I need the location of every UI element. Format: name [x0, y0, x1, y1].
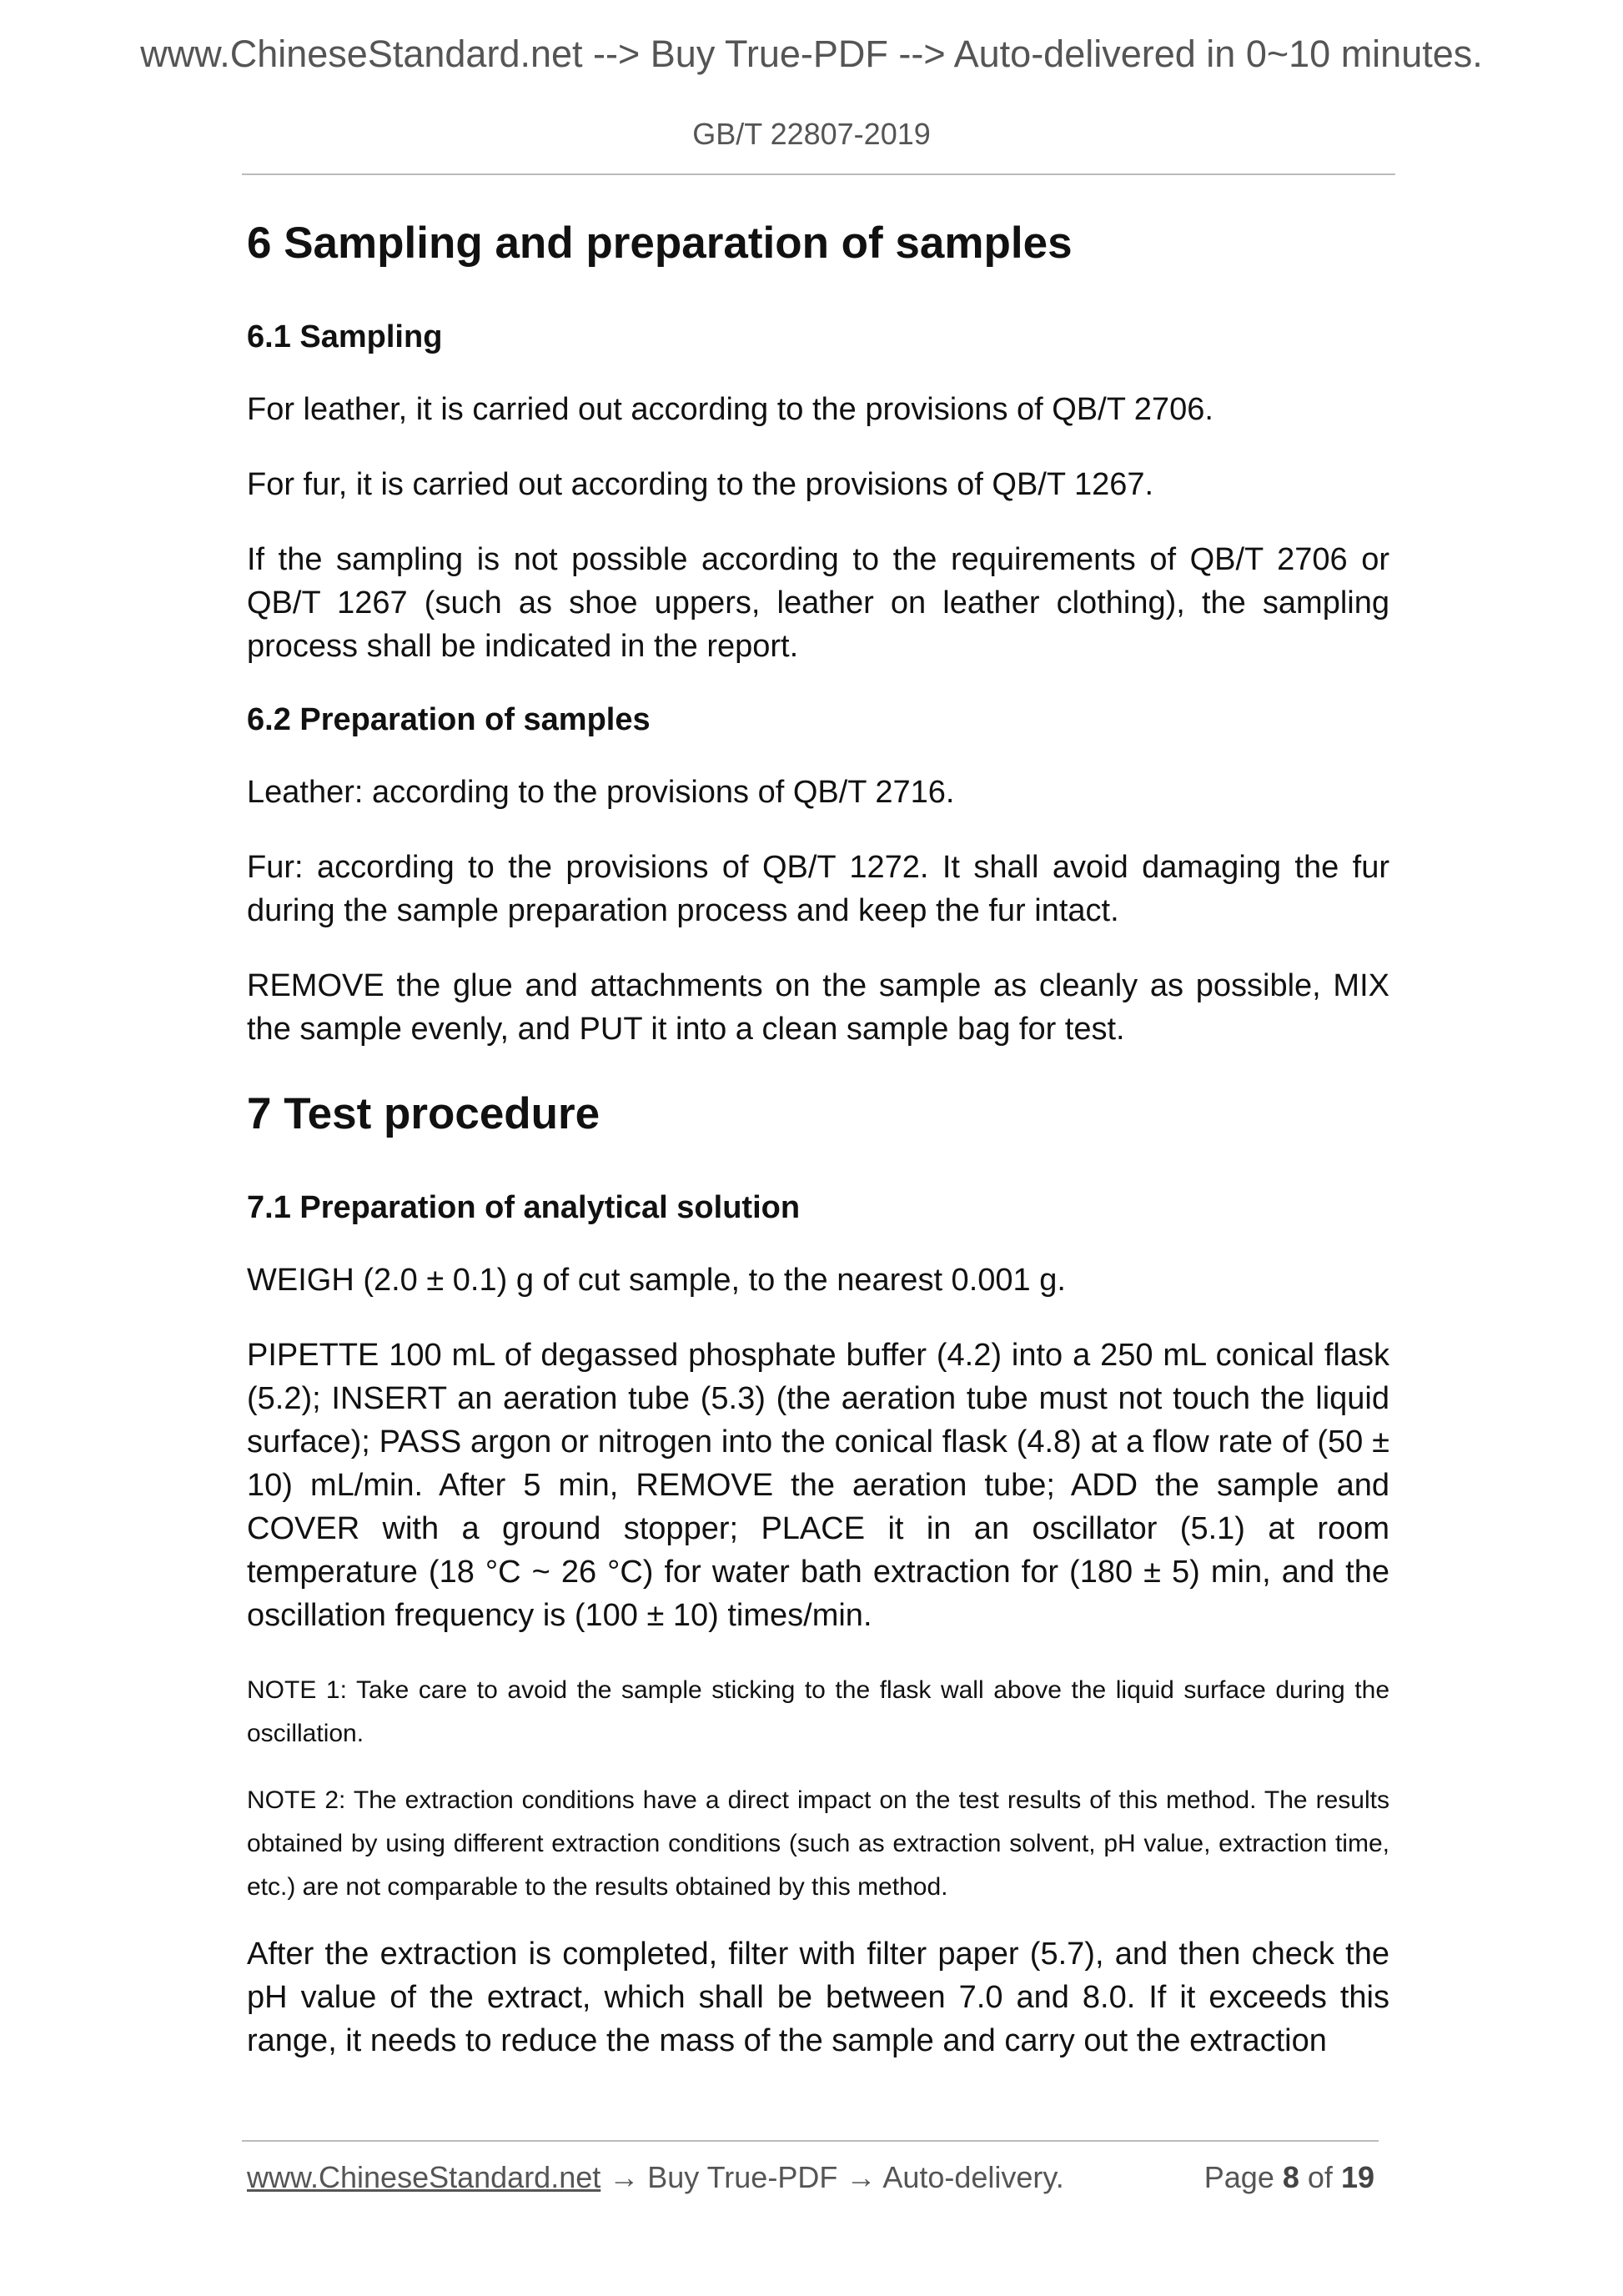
paragraph: If the sampling is not possible according to the requirements of QB/T 2706 or QB/T 1267 (such as shoe uppers, leather on leather clothing), the sampling process shall be indicated in the report.	[247, 541, 1389, 664]
footer	[247, 2160, 1381, 2195]
paragraph: For fur, it is carried out according to the provisions of QB/T 1267.	[247, 466, 1154, 502]
footer-divider	[242, 2140, 1379, 2142]
paragraph: After the extraction is completed, filter with filter paper (5.7), and then check the pH value of the extract, which shall be between 7.0 and 8.0. If it exceeds this range, it needs to reduce the mass of the sample and carry out the extraction	[247, 1937, 1389, 2059]
document-code: GB/T 22807-2019	[692, 117, 931, 151]
of-label: of	[1307, 2160, 1333, 2194]
paragraph: REMOVE the glue and attachments on the sample as cleanly as possible, MIX the sample evenly, and PUT it into a clean sample bag for test.	[247, 968, 1389, 1048]
top-banner: www.ChineseStandard.net --> Buy True-PDF --> Auto-delivered in 0~10 minutes.	[140, 33, 1483, 75]
page-number: 8	[1282, 2160, 1299, 2194]
paragraph: PIPETTE 100 mL of degassed phosphate buffer (4.2) into a 250 mL conical flask (5.2); INSERT an aeration tube (5.3) (the aeration tube must not touch the liquid surface); PASS argon or nitrogen into the conical flask (4.8) at a flow rate of (50 ± 10) mL/min. After 5 min, REMOVE the aeration tube; ADD the sample and COVER with a ground stopper; PLACE it in an oscillator (5.1) at room temperature (18 °C ~ 26 °C) for water bath extraction for (180 ± 5) min, and the oscillation frequency is (100 ± 10) times/min.	[247, 1338, 1389, 1634]
paragraph: Leather: according to the provisions of QB/T 2716.	[247, 775, 955, 811]
paragraph: Fur: according to the provisions of QB/T 1272. It shall avoid damaging the fur during the sample preparation process and keep the fur intact.	[247, 850, 1389, 929]
footer-delivery-text: → Buy True-PDF → Auto-delivery.	[600, 2160, 1064, 2194]
note-1: NOTE 1: Take care to avoid the sample sticking to the flask wall above the liquid surface during the oscillation.	[247, 1676, 1389, 1748]
header-divider	[242, 173, 1395, 175]
footer-link[interactable]: www.ChineseStandard.net	[247, 2160, 601, 2194]
page-content	[247, 217, 1389, 2094]
section-7-heading: 7 Test procedure	[247, 1089, 600, 1139]
section-7-1-heading: 7.1 Preparation of analytical solution	[247, 1189, 801, 1225]
paragraph: WEIGH (2.0 ± 0.1) g of cut sample, to the nearest 0.001 g.	[247, 1263, 1066, 1299]
paragraph: For leather, it is carried out according to the provisions of QB/T 2706.	[247, 391, 1213, 427]
page-label: Page	[1203, 2160, 1274, 2194]
total-pages: 19	[1340, 2160, 1374, 2194]
page-indicator	[1204, 2160, 1374, 2195]
note-2: NOTE 2: The extraction conditions have a direct impact on the test results of this method. The results obtained by using different extraction conditions (such as extraction solvent, pH value, extraction time, etc.) are not comparable to the results obtained by this method.	[247, 1786, 1389, 1902]
section-6-2-heading: 6.2 Preparation of samples	[247, 701, 651, 737]
section-6-1-heading: 6.1 Sampling	[247, 319, 443, 354]
section-6-heading: 6 Sampling and preparation of samples	[247, 219, 1073, 268]
